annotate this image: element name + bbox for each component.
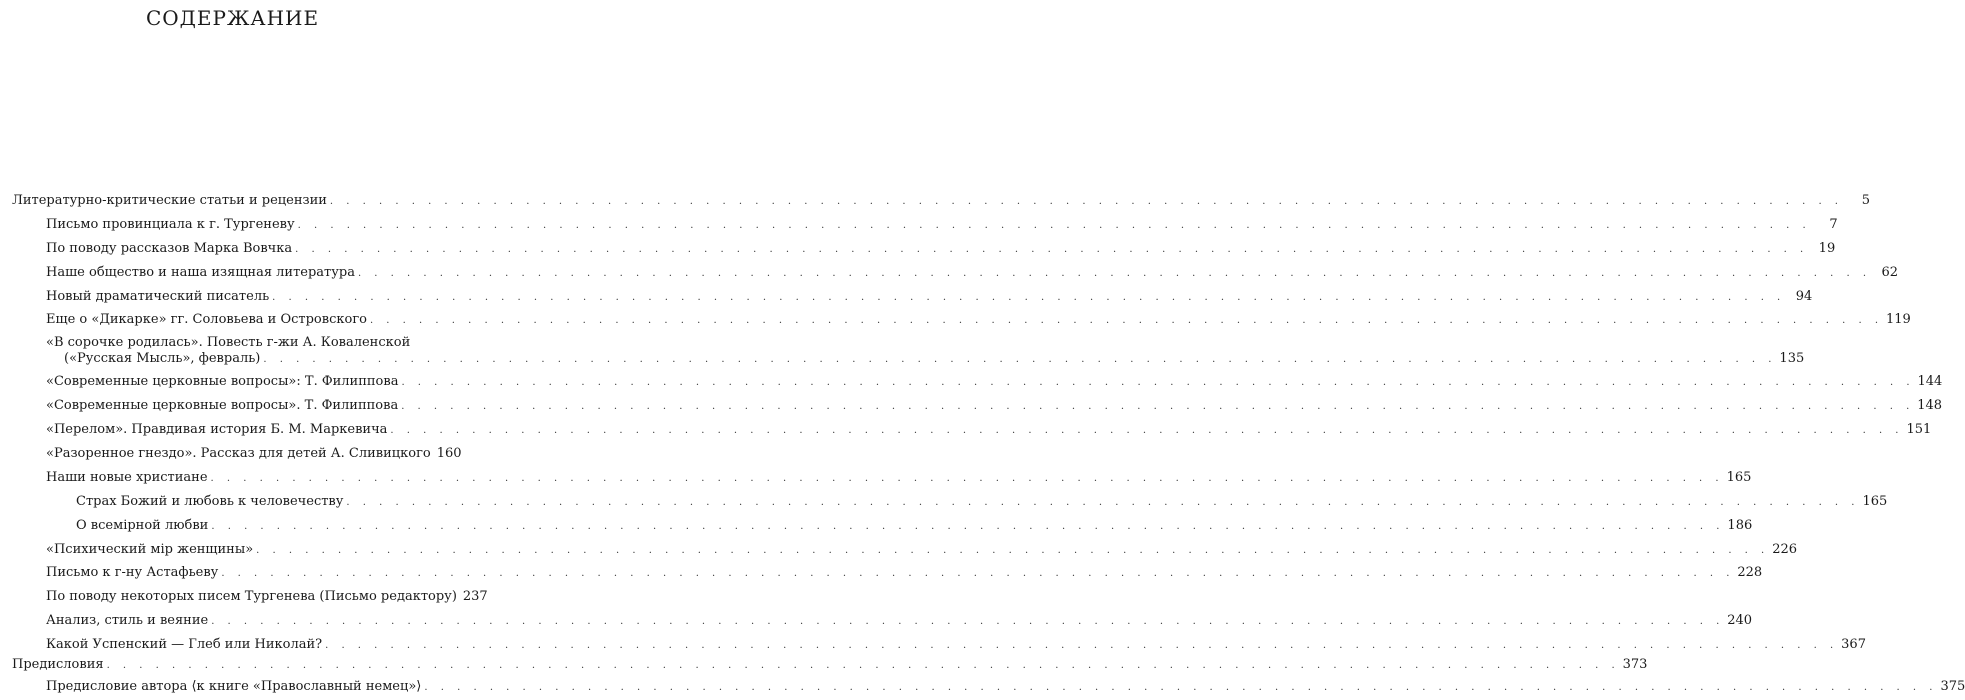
toc-entry-page: 165 [1862,494,1888,509]
toc-entry [0,216,1838,234]
toc-entry-title: «В сорочке родилась». Повесть г-жи А. Коваленской [46,335,411,350]
toc-entry-title: Литературно-критические статьи и рецензии [12,193,327,208]
toc-entry [0,192,1870,210]
toc-entry-title: Еще о «Дикарке» гг. Соловьева и Островского [46,312,367,327]
dot-leader [211,517,1724,535]
toc-entry [0,612,1753,630]
toc-entry [0,678,1965,696]
toc-entry-page: 237 [462,589,488,604]
dot-leader [221,564,1734,582]
toc-entry [0,588,488,606]
toc-entry-title: Письмо к г-ну Астафьеву [46,565,219,580]
toc-entry-page: 240 [1727,613,1753,628]
toc-entry-title: Страх Божий и любовь к человечеству [76,494,344,509]
dot-leader [370,311,1883,329]
dot-leader [390,421,1903,439]
toc-entry [0,656,1648,674]
toc-entry-title: «Разоренное гнездо». Рассказ для детей А. Сливицкого [46,446,431,461]
dot-leader [298,216,1811,234]
toc-entry [0,373,1943,391]
toc-entry-page: 228 [1737,565,1763,580]
dot-leader [346,493,1859,511]
toc-entry-page: 375 [1940,679,1965,694]
toc-entry-title: Предисловие автора ⟨к книге «Православный немец»⟩ [46,679,422,694]
dot-leader [424,678,1937,696]
toc-entry-continued [0,350,1805,368]
toc-entry-title: «Перелом». Правдивая история Б. М. Маркевича [46,422,388,437]
toc-entry-page: 144 [1917,374,1943,389]
toc-entry [0,264,1899,282]
toc-subentry [0,493,1888,511]
toc-entry-title: («Русская Мысль», февраль) [64,351,261,366]
toc-entry-page: 135 [1779,351,1805,366]
toc-entry-page: 62 [1881,265,1899,280]
toc-entry-page: 160 [436,446,462,461]
toc-entry [0,397,1943,415]
toc-entry [0,288,1813,306]
toc-entry-page: 226 [1772,542,1798,557]
toc-entry-title: «Современные церковные вопросы». Т. Филиппова [46,398,399,413]
toc-entry-title: Новый драматический писатель [46,289,270,304]
toc-entry-page: 367 [1841,637,1866,652]
toc-entry-title: По поводу рассказов Марка Вовчка [46,241,293,256]
toc-subentry [0,517,1753,535]
toc-entry-title: О всемiрной любви [76,518,209,533]
toc-entry-title: «Современные церковные вопросы»: Т. Филиппова [46,374,399,389]
toc-entry [0,541,1798,559]
dot-leader [401,373,1914,391]
toc-entry [0,469,1752,487]
toc-entry-page: 119 [1886,312,1911,327]
dot-leader [263,350,1776,368]
toc-entry [0,311,1911,329]
toc-entry-title: Анализ, стиль и веяние [46,613,209,628]
toc-entry-title: Какой Успенский — Глеб или Николай? [46,637,323,652]
toc-entry-page: 186 [1727,518,1753,533]
dot-leader [401,397,1914,415]
dot-leader [295,240,1808,258]
dot-leader [211,612,1724,630]
toc-entry [0,445,465,463]
toc-entry-title: Наши новые христиане [46,470,208,485]
dot-leader [330,192,1843,210]
dot-leader [107,656,1620,674]
toc-entry [0,421,1932,439]
dot-leader [211,469,1724,487]
dot-leader [325,636,1838,654]
toc-entry-title: Наше общество и наша изящная литература [46,265,355,280]
toc-entry-page: 151 [1906,422,1932,437]
dot-leader [358,264,1871,282]
dot-leader [256,541,1769,559]
toc-entry-page: 5 [1861,193,1870,208]
toc-entry-page: 19 [1818,241,1836,256]
toc-entry-title: По поводу некоторых писем Тургенева (Письмо редактору) [46,589,457,604]
toc-entry-title: «Психический мiр женщины» [46,542,254,557]
page-title: СОДЕРЖАНИЕ [145,6,320,30]
toc-entry-page: 148 [1917,398,1943,413]
dot-leader [272,288,1785,306]
toc-entry-title: Предисловия [12,657,104,672]
toc-entry [0,636,1866,654]
toc-entry-page: 373 [1622,657,1648,672]
toc-entry [0,564,1763,582]
toc-entry-page: 165 [1726,470,1752,485]
toc-entry-title: Письмо провинциала к г. Тургеневу [46,217,295,232]
toc-entry-page: 7 [1829,217,1838,232]
toc-entry-page: 94 [1795,289,1813,304]
toc-entry [0,240,1836,258]
